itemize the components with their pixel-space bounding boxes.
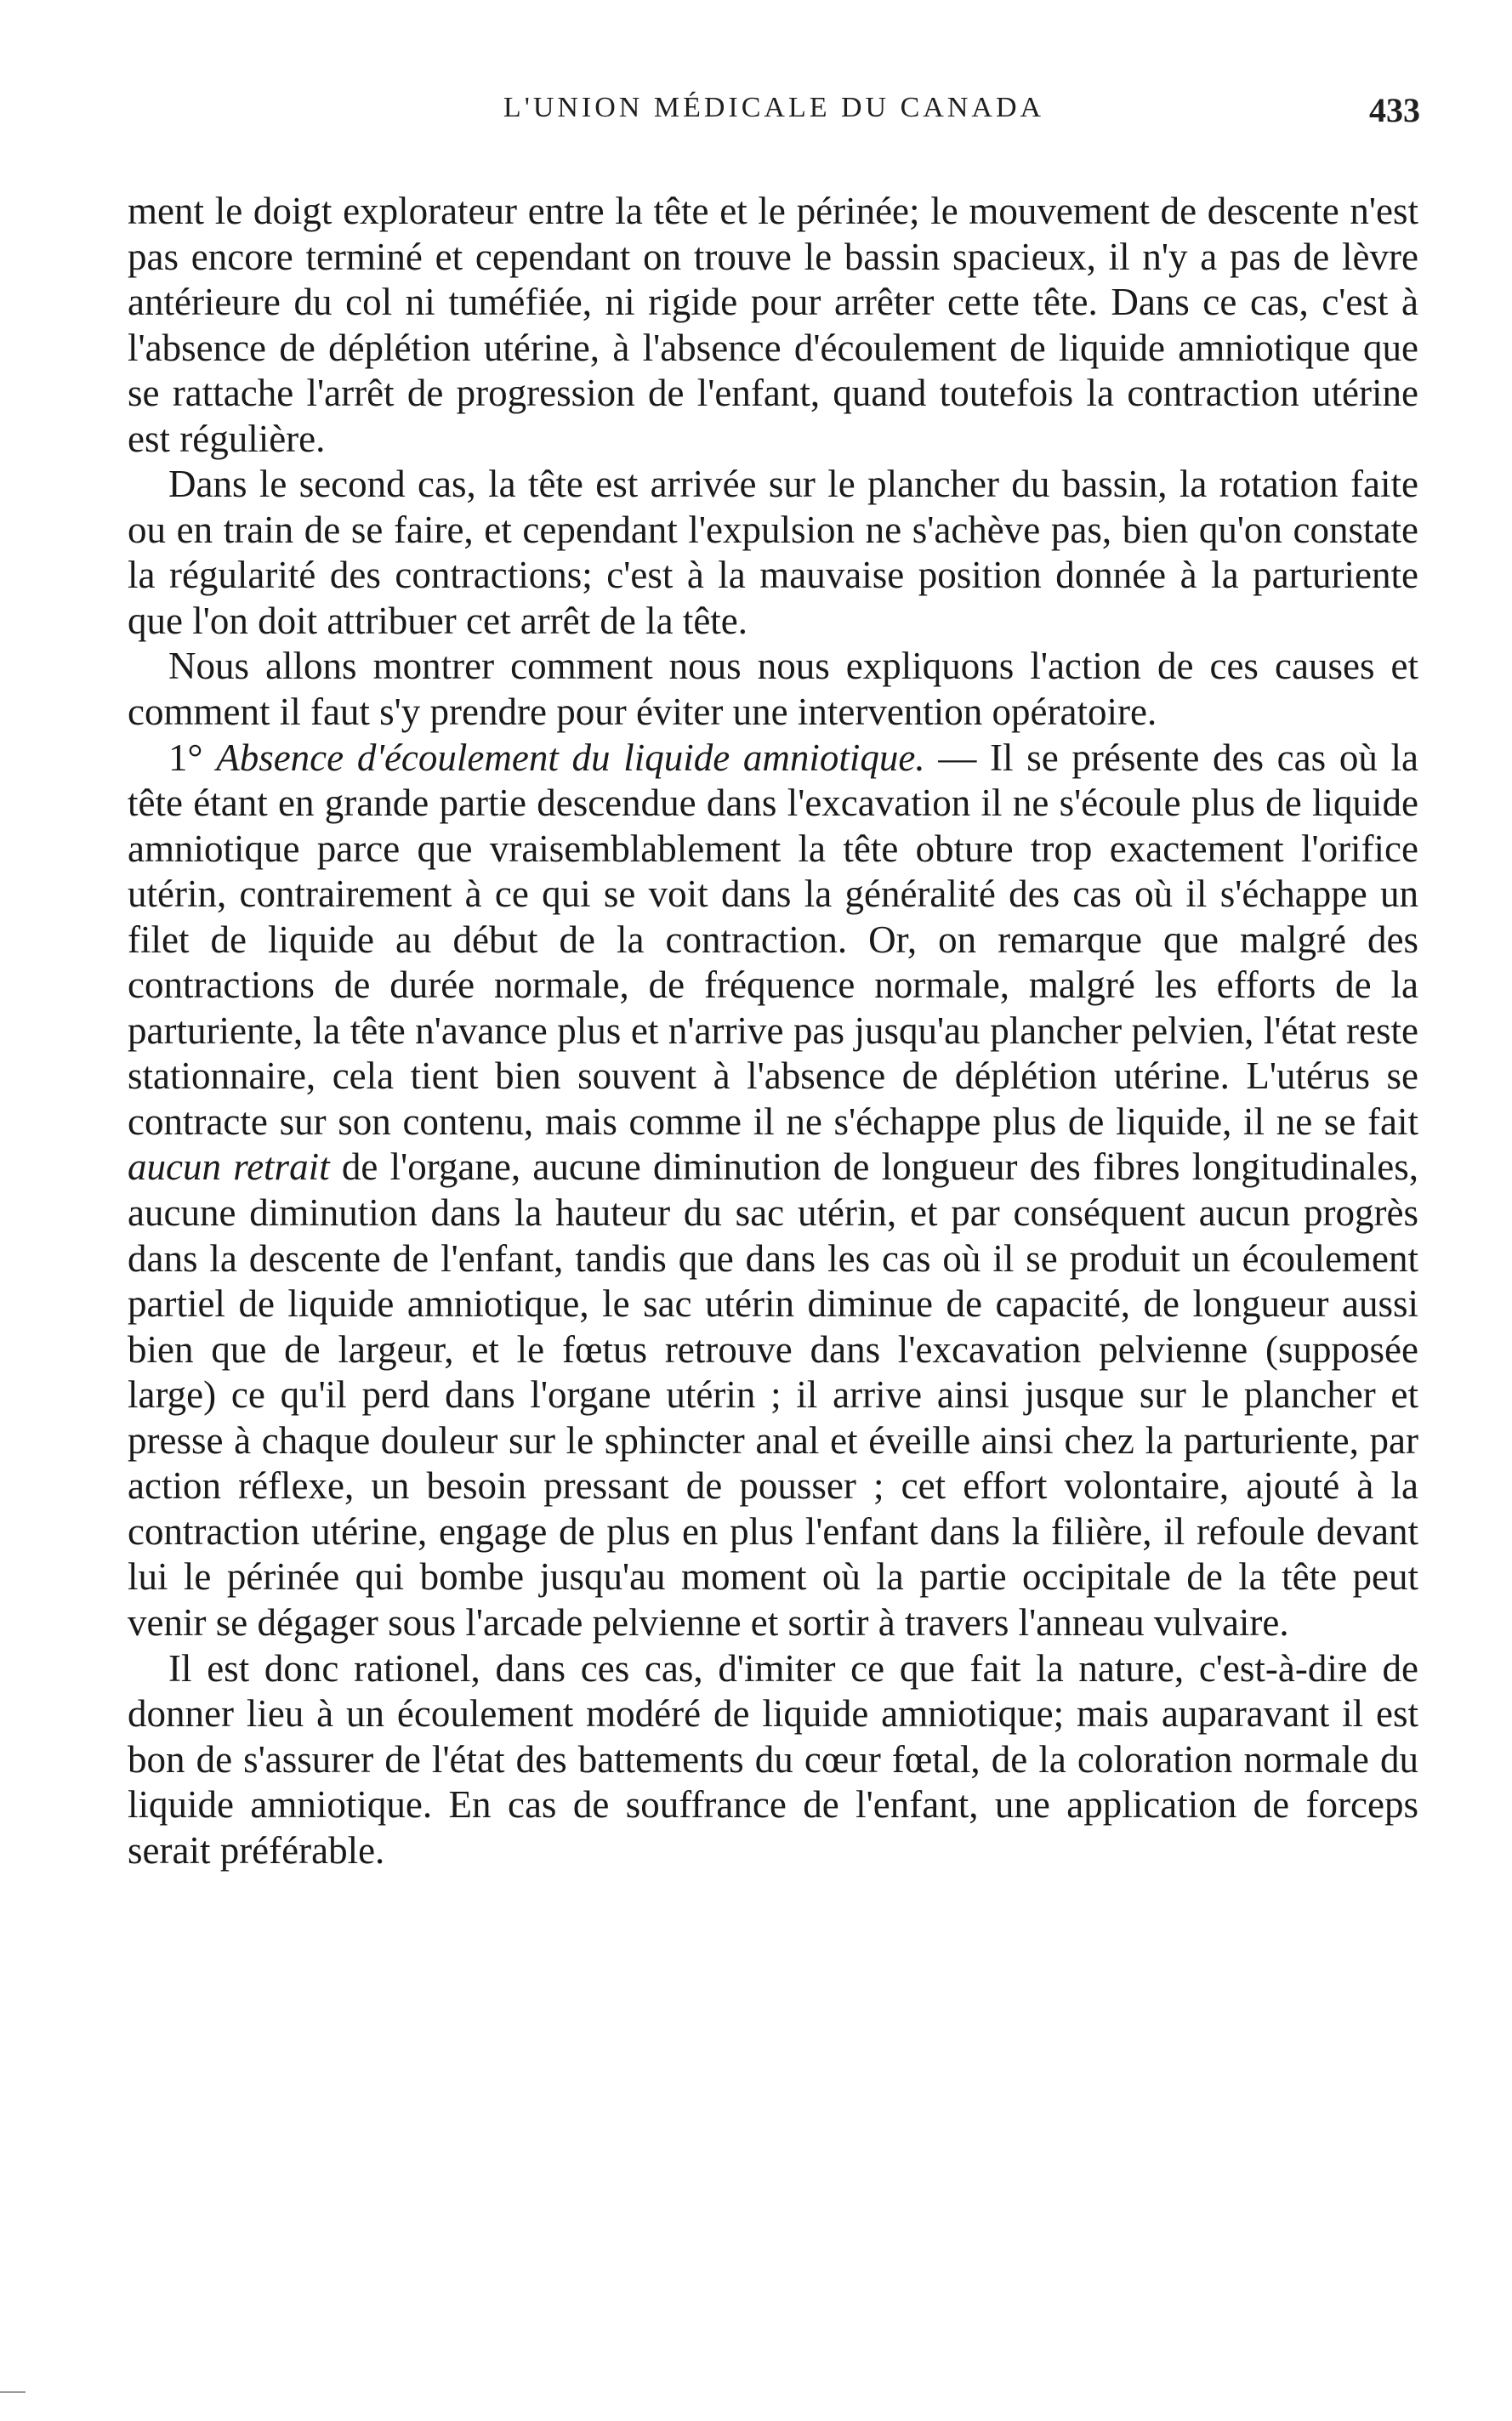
text-run: ment le doigt explorateur entre la tête et le périnée; le mouvement de descente n'est pas encore terminé et cependant on trouve le bassin spacieux, il n'y a pas de lèvre antérieure du col ni tuméfiée, ni rigide pour arrêter cette tête. Dans ce cas, c'est à l'absence de déplétion utérine, à l'absence d'écoulement de liquide amniotique que se rattache l'arrêt de progression de l'enfant, quand toutefois la contraction utérine est régulière.	[128, 190, 1418, 460]
paragraph	[128, 644, 1418, 735]
running-head	[128, 92, 1420, 143]
italic-text: Absence d'écoulement du liquide amniotique.	[216, 736, 925, 779]
paragraph	[128, 736, 1418, 1646]
text-run: Il est donc rationel, dans ces cas, d'imiter ce que fait la nature, c'est-à-dire de donner lieu à un écoulement modéré de liquide amniotique; mais auparavant il est bon de s'assurer de l'état des battements du cœur fœtal, de la coloration normale du liquide amniotique. En cas de souffrance de l'enfant, une application de forceps serait préférable.	[128, 1646, 1418, 1872]
body-text	[128, 189, 1418, 1873]
text-run: Dans le second cas, la tête est arrivée sur le plancher du bassin, la rotation faite ou en train de se faire, et cependant l'expulsion ne s'achève pas, bien qu'on constate la régularité des contractions; c'est à la mauvaise position donnée à la parturiente que l'on doit attribuer cet arrêt de la tête.	[128, 463, 1418, 642]
text-run: 1°	[168, 736, 217, 779]
text-run: — Il se présente des cas où la tête étant en grande partie descendue dans l'excavation il ne s'écoule plus de liquide amniotique parce que vraisemblablement la tête obture trop exactement l'orifice utérin, contrairement à ce qui se voit dans la généralité des cas où il s'échappe un filet de liquide au début de la contraction. Or, on remarque que malgré des contractions de durée normale, de fréquence normale, malgré les efforts de la parturiente, la tête n'avance plus et n'arrive pas jusqu'au plancher pelvien, l'état reste stationnaire, cela tient bien souvent à l'absence de déplétion utérine. L'utérus se contracte sur son contenu, mais comme il ne s'échappe plus de liquide, il ne se fait	[128, 736, 1419, 1143]
text-run: de l'organe, aucune diminution de longueur des fibres longitudinales, aucune diminution dans la hauteur du sac utérin, et par conséquent aucun progrès dans la descente de l'enfant, tandis que dans les cas où il se produit un écoulement partiel de liquide amniotique, le sac utérin diminue de capacité, de longueur aussi bien que de largeur, et le fœtus retrouve dans l'excavation pelvienne (supposée large) ce qu'il perd dans l'organe utérin ; il arrive ainsi jusque sur le plancher et presse à chaque douleur sur le sphincter anal et éveille ainsi chez la parturiente, par action réflexe, un besoin pressant de pousser ; cet effort volontaire, ajouté à la contraction utérine, engage de plus en plus l'enfant dans la filière, il refoule devant lui le périnée qui bombe jusqu'au moment où la partie occipitale de la tête peut venir se dégager sous l'arcade pelvienne et sortir à travers l'anneau vulvaire.	[128, 1145, 1419, 1644]
text-run: Nous allons montrer comment nous nous expliquons l'action de ces causes et comment il faut s'y prendre pour éviter une intervention opératoire.	[128, 645, 1418, 734]
paragraph	[128, 462, 1418, 644]
paragraph	[128, 1646, 1418, 1874]
margin-rule	[0, 2391, 26, 2393]
paragraph	[128, 189, 1418, 462]
italic-text: aucun retrait	[128, 1145, 330, 1189]
page-number: 433	[1369, 91, 1420, 129]
running-title: L'UNION MÉDICALE DU CANADA	[503, 92, 1045, 123]
